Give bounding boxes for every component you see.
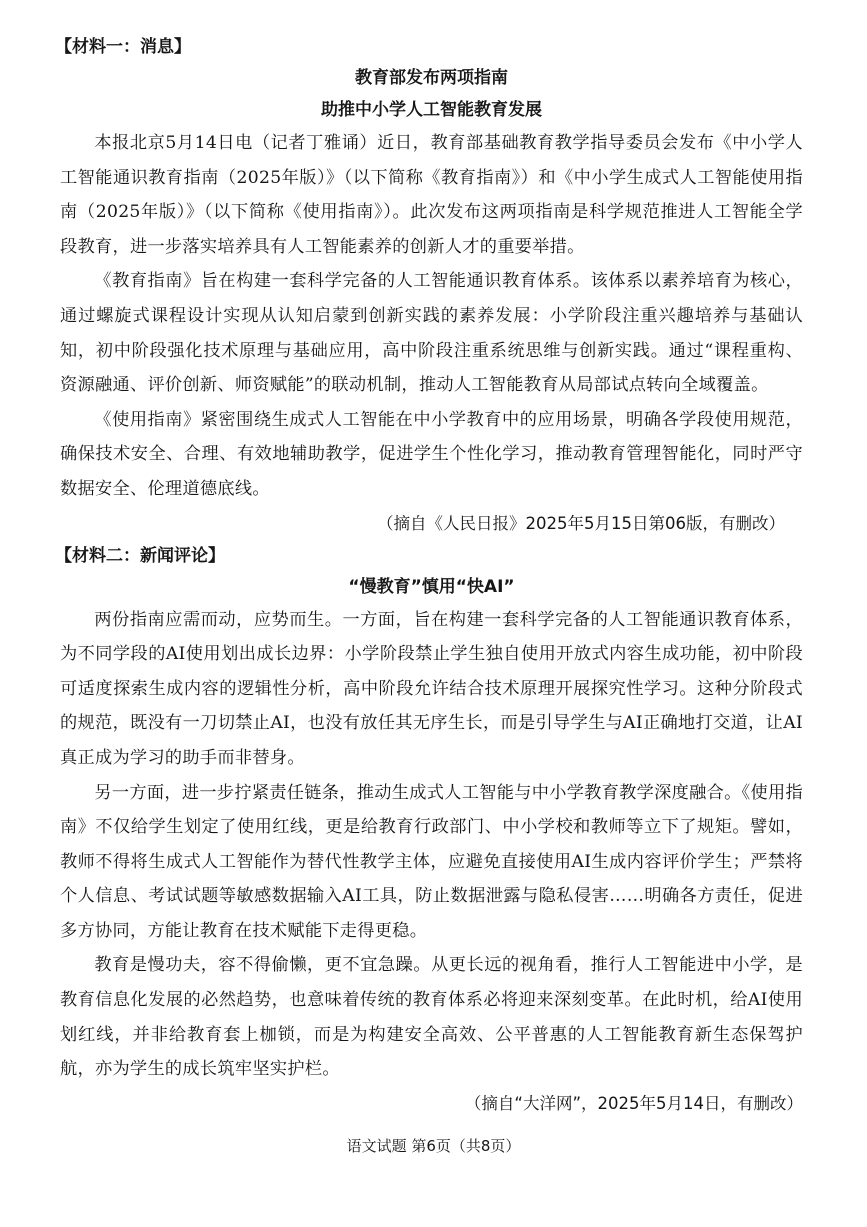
material-two-body — [60, 603, 803, 1087]
material-two-paragraph: 两份指南应需而动，应势而生。一方面，旨在构建一套科学完备的人工智能通识教育体系，为不同学段的AI使用划出成长边界：小学阶段禁止学生独自使用开放式内容生成功能，初中阶段可适度探索生成内容的逻辑性分析，高中阶段允许结合技术原理开展探究性学习。这种分阶段式的规范，既没有一刀切禁止AI，也没有放任其无序生长，而是引导学生与AI正确地打交道，让AI真正成为学习的助手而非替身。 — [60, 609, 803, 768]
material-one-source: （摘自《人民日报》2025年5月15日第06版，有删改） — [377, 513, 785, 533]
page-footer: 语文试题 第6页（共8页） — [346, 1137, 521, 1155]
material-two-title: “慢教育”慎用“快AI” — [348, 576, 515, 597]
material-one-paragraph: 《教育指南》旨在构建一套科学完备的人工智能通识教育体系。该体系以素养培育为核心，通过螺旋式课程设计实现从认知启蒙到创新实践的素养发展：小学阶段注重兴趣培养与基础认知，初中阶段强化技术原理与基础应用，高中阶段注重系统思维与创新实践。通过“课程重构、资源融通、评价创新、师资赋能”的联动机制，推动人工智能教育从局部试点转向全域覆盖。 — [60, 271, 803, 396]
material-one-paragraph: 本报北京5月14日电（记者丁雅诵）近日，教育部基础教育教学指导委员会发布《中小学人工智能通识教育指南（2025年版）》（以下简称《教育指南》）和《中小学生成式人工智能使用指南（2025年版）》（以下简称《使用指南》）。此次发布这两项指南是科学规范推进人工智能全学段教育，进一步落实培养具有人工智能素养的创新人才的重要举措。 — [60, 133, 803, 257]
material-one-body — [60, 126, 803, 507]
material-one-title-line1: 教育部发布两项指南 — [355, 68, 508, 88]
material-one-label: 【材料一：消息】 — [55, 37, 191, 57]
material-one-title-line2: 助推中小学人工智能教育发展 — [321, 100, 542, 120]
material-two-paragraph: 教育是慢功夫，容不得偷懒，更不宜急躁。从更长远的视角看，推行人工智能进中小学，是教育信息化发展的必然趋势，也意味着传统的教育体系必将迎来深刻变革。在此时机，给AI使用划红线，并非给教育套上枷锁，而是为构建安全高效、公平普惠的人工智能教育新生态保驾护航，亦为学生的成长筑牢坚实护栏。 — [60, 955, 803, 1080]
material-two-paragraph: 另一方面，进一步拧紧责任链条，推动生成式人工智能与中小学教育教学深度融合。《使用指南》不仅给学生划定了使用红线，更是给教育行政部门、中小学校和教师等立下了规矩。譬如，教师不得将生成式人工智能作为替代性教学主体，应避免直接使用AI生成内容评价学生；严禁将个人信息、考试试题等敏感数据输入AI工具，防止数据泄露与隐私侵害……明确各方责任，促进多方协同，方能让教育在技术赋能下走得更稳。 — [60, 782, 803, 941]
material-two-label: 【材料二：新闻评论】 — [55, 545, 225, 566]
material-two-source: （摘自“大洋网”，2025年5月14日，有删改） — [464, 1093, 803, 1113]
material-one-paragraph: 《使用指南》紧密围绕生成式人工智能在中小学教育中的应用场景，明确各学段使用规范，确保技术安全、合理、有效地辅助教学，促进学生个性化学习，推动教育管理智能化，同时严守数据安全、伦理道德底线。 — [60, 409, 803, 499]
